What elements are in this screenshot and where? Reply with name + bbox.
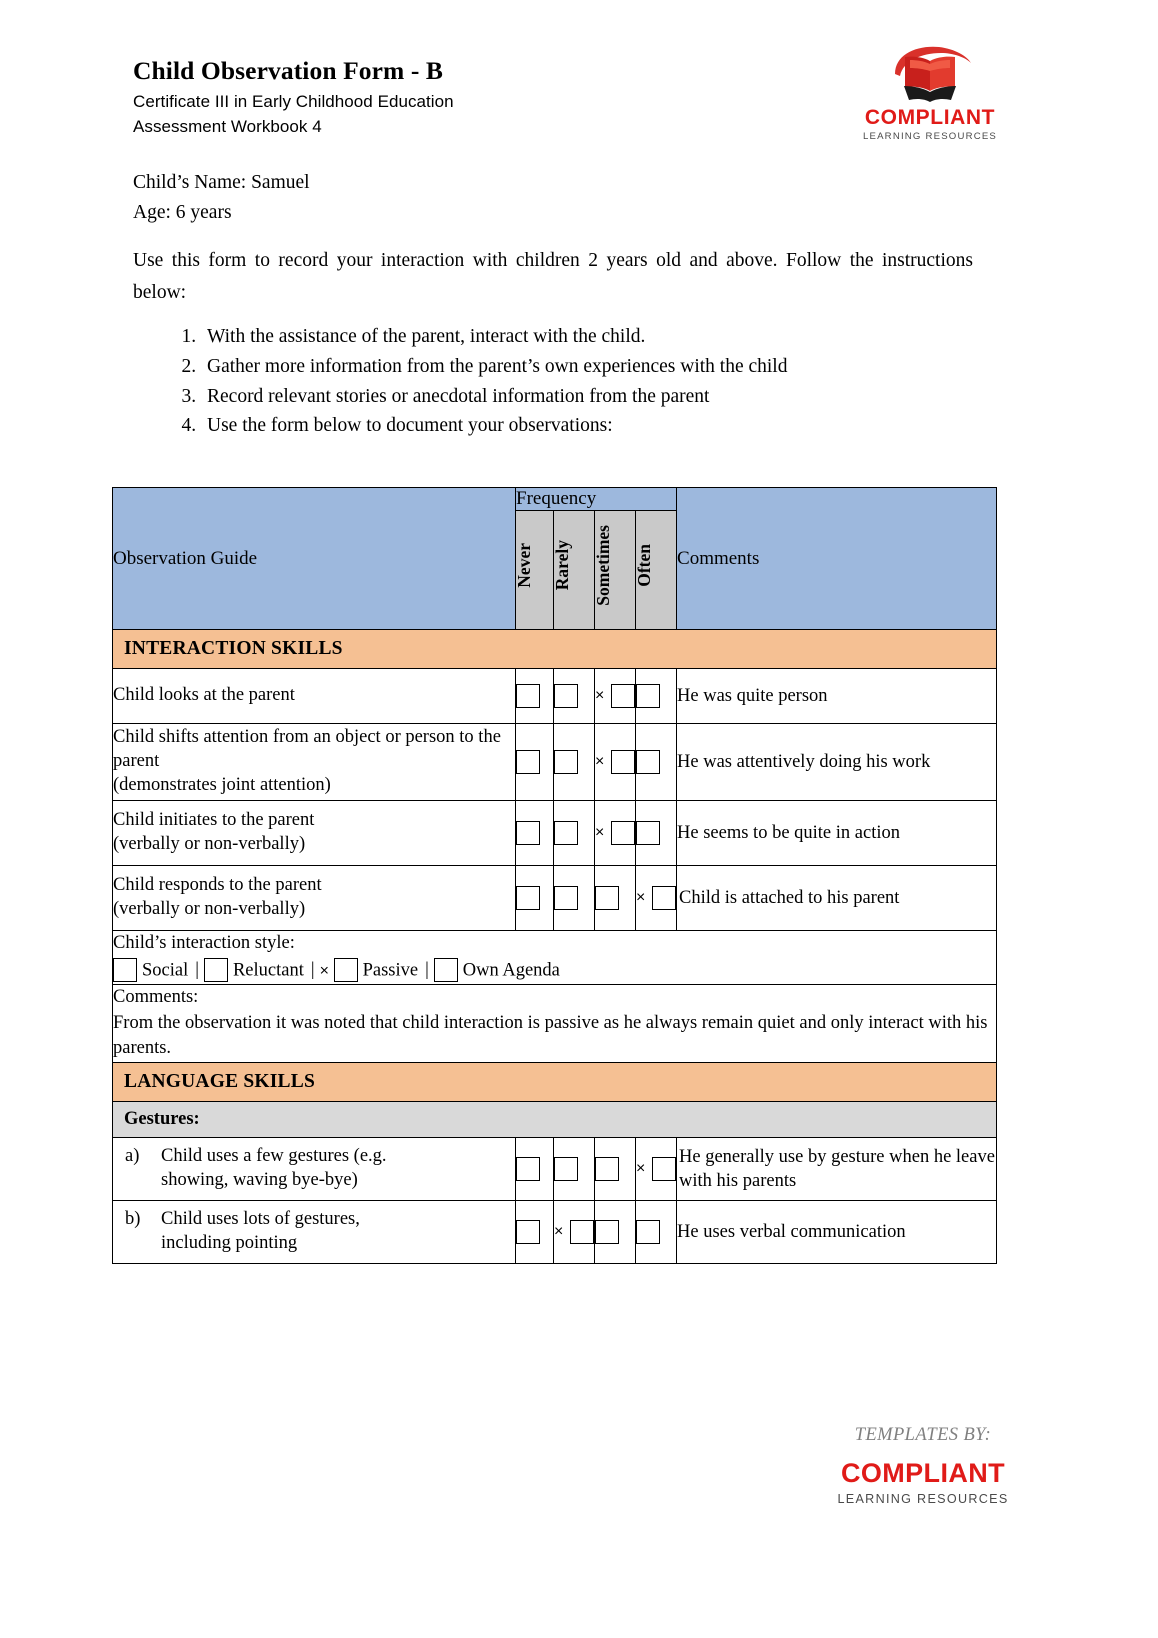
option-separator: | <box>425 960 429 981</box>
document-subtitle-line-2: Assessment Workbook 4 <box>133 117 322 137</box>
observation-text <box>113 1200 516 1263</box>
comments-block-cell <box>113 985 997 1063</box>
list-item: 3. Record relevant stories or anecdotal information from the parent <box>201 382 973 412</box>
observation-text-line-2: (verbally or non-verbally) <box>113 899 306 919</box>
comment-text: He generally use by gesture when he leave with his parents <box>677 1137 997 1200</box>
x-mark: × <box>595 753 605 770</box>
list-item: 1. With the assistance of the parent, interact with the child. <box>201 322 973 352</box>
checkbox-own-agenda[interactable] <box>434 958 458 982</box>
x-mark: × <box>636 1159 646 1177</box>
observation-text-line-2: (verbally or non-verbally) <box>113 834 306 854</box>
checkbox[interactable] <box>516 750 540 774</box>
table-row <box>113 866 997 931</box>
checkbox-never[interactable] <box>516 801 554 866</box>
list-marker: a) <box>125 1145 140 1166</box>
option-label-social: Social <box>142 960 189 981</box>
comment-text: He was attentively doing his work <box>677 724 997 801</box>
checkbox-checked[interactable] <box>611 750 635 774</box>
list-item: 2. Gather more information from the parent’s own experiences with the child <box>201 352 973 382</box>
section-band-language-skills <box>113 1062 997 1101</box>
checkbox-often[interactable] <box>636 1200 677 1263</box>
checkbox-sometimes[interactable] <box>595 1200 636 1263</box>
checkbox-rarely[interactable] <box>554 1137 595 1200</box>
checkbox-checked[interactable] <box>652 886 676 910</box>
checkbox-sometimes[interactable] <box>595 866 636 931</box>
footer-brand-tagline: LEARNING RESOURCES <box>837 1492 1009 1506</box>
list-marker: b) <box>125 1208 141 1229</box>
footer-brand-name: COMPLIANT <box>840 1458 1006 1488</box>
checkbox[interactable] <box>516 1157 540 1181</box>
section-title: INTERACTION SKILLS <box>113 630 997 669</box>
x-mark: × <box>319 962 329 980</box>
comments-text: From the observation it was noted that child interaction is passive as he always remain quiet and only interact with his parents. <box>113 1012 988 1059</box>
checkbox-sometimes[interactable] <box>595 801 636 866</box>
interaction-style-row <box>113 931 997 985</box>
table-row <box>113 801 997 866</box>
observation-text-line-1: Child responds to the parent <box>113 875 322 896</box>
checkbox-rarely[interactable] <box>554 1200 595 1263</box>
checkbox-checked[interactable] <box>611 684 635 708</box>
checkbox-sometimes[interactable] <box>595 1137 636 1200</box>
checkbox[interactable] <box>554 750 578 774</box>
intro-paragraph: Use this form to record your interaction with children 2 years old and above. Follow the instructions below: <box>133 250 973 303</box>
list-item: 4. Use the form below to document your observations: <box>201 411 973 441</box>
observation-text-line-2: (demonstrates joint attention) <box>113 774 331 795</box>
list-item <box>125 1145 515 1192</box>
observation-text-line-1: Child uses a few gestures (e.g. <box>161 1145 387 1166</box>
checkbox[interactable] <box>595 1157 619 1181</box>
observation-text: Child looks at the parent <box>113 669 516 724</box>
observation-table <box>112 487 997 1264</box>
col-header-never: Never <box>516 511 554 630</box>
checkbox-passive[interactable] <box>334 958 358 982</box>
interaction-style-label: Child’s interaction style: <box>113 933 295 953</box>
checkbox-often[interactable] <box>636 801 677 866</box>
checkbox-social[interactable] <box>113 958 137 982</box>
observation-text-line-2: including pointing <box>161 1232 298 1253</box>
x-mark: × <box>636 889 646 906</box>
checkbox-rarely[interactable] <box>554 724 595 801</box>
table-row <box>113 669 997 724</box>
observation-text <box>113 866 516 931</box>
table-row <box>113 1137 997 1200</box>
option-label-own-agenda: Own Agenda <box>462 960 560 981</box>
checkbox-checked[interactable] <box>611 821 635 845</box>
list-item <box>125 1208 515 1255</box>
footer-label: TEMPLATES BY: <box>854 1425 992 1445</box>
instructions-list <box>133 322 973 441</box>
x-mark: × <box>554 1222 564 1240</box>
x-mark: × <box>595 824 605 841</box>
checkbox[interactable] <box>554 886 578 910</box>
observation-text-line-1: Child shifts attention from an object or person to the parent <box>113 727 501 772</box>
interaction-style-cell <box>113 931 997 985</box>
checkbox-rarely[interactable] <box>554 866 595 931</box>
checkbox[interactable] <box>516 821 540 845</box>
page-title: Child Observation Form - B <box>133 56 444 85</box>
checkbox[interactable] <box>636 750 660 774</box>
checkbox-often[interactable] <box>636 866 677 931</box>
checkbox-sometimes[interactable] <box>595 724 636 801</box>
option-label-passive: Passive <box>362 960 419 981</box>
comment-text: He uses verbal communication <box>677 1200 997 1263</box>
table-row <box>113 724 997 801</box>
checkbox-never[interactable] <box>516 669 554 724</box>
comments-label: Comments: <box>113 987 199 1008</box>
comment-text: Child is attached to his parent <box>677 866 997 931</box>
subsection-title: Gestures: <box>113 1101 997 1137</box>
observation-text <box>113 801 516 866</box>
checkbox[interactable] <box>554 1157 578 1181</box>
table-header-row-1 <box>113 488 997 511</box>
checkbox-never[interactable] <box>516 1200 554 1263</box>
child-info <box>133 168 833 228</box>
document-subtitle-line-1: Certificate III in Early Childhood Education <box>133 91 454 111</box>
section-band-interaction-skills <box>113 630 997 669</box>
brand-tagline: LEARNING RESOURCES <box>862 131 998 142</box>
col-header-sometimes: Sometimes <box>595 511 636 630</box>
checkbox-rarely[interactable] <box>554 801 595 866</box>
checkbox[interactable] <box>516 1220 540 1244</box>
checkbox-often[interactable] <box>636 724 677 801</box>
comment-text: He seems to be quite in action <box>677 801 997 866</box>
checkbox[interactable] <box>516 684 540 708</box>
checkbox-sometimes[interactable] <box>595 669 636 724</box>
option-separator: | <box>195 960 199 981</box>
checkbox-never[interactable] <box>516 1137 554 1200</box>
brand-name: COMPLIANT <box>864 106 996 129</box>
comments-block-row <box>113 985 997 1063</box>
checkbox[interactable] <box>595 886 619 910</box>
observation-text-line-2: showing, waving bye-bye) <box>161 1169 358 1190</box>
option-separator: | <box>310 960 315 981</box>
observation-text <box>113 724 516 801</box>
checkbox-often[interactable] <box>636 669 677 724</box>
observation-text <box>113 1137 516 1200</box>
col-header-observation-guide: Observation Guide <box>113 488 516 630</box>
checkbox-often[interactable] <box>636 1137 677 1200</box>
interaction-style-options <box>113 958 996 984</box>
checkbox[interactable] <box>554 684 578 708</box>
open-book-logo-icon <box>855 44 1005 106</box>
checkbox-checked[interactable] <box>570 1220 594 1244</box>
checkbox-never[interactable] <box>516 724 554 801</box>
checkbox[interactable] <box>636 821 660 845</box>
checkbox-reluctant[interactable] <box>204 958 228 982</box>
subsection-band-gestures <box>113 1101 997 1137</box>
checkbox-checked[interactable] <box>652 1157 676 1181</box>
checkbox[interactable] <box>554 821 578 845</box>
checkbox[interactable] <box>595 1220 619 1244</box>
checkbox[interactable] <box>636 1220 660 1244</box>
x-mark: × <box>595 687 605 704</box>
option-label-reluctant: Reluctant <box>232 960 304 981</box>
col-header-frequency: Frequency <box>516 488 677 511</box>
col-header-comments: Comments <box>677 488 997 630</box>
col-header-rarely: Rarely <box>554 511 595 630</box>
checkbox-rarely[interactable] <box>554 669 595 724</box>
comment-text: He was quite person <box>677 669 997 724</box>
table-row <box>113 1200 997 1263</box>
section-title: LANGUAGE SKILLS <box>113 1062 997 1101</box>
brand-logo <box>855 44 1005 149</box>
checkbox[interactable] <box>636 684 660 708</box>
document-footer <box>828 1425 1018 1506</box>
child-name: Child’s Name: Samuel <box>133 172 310 193</box>
observation-text-line-1: Child initiates to the parent <box>113 810 315 831</box>
observation-text-line-1: Child uses lots of gestures, <box>161 1208 360 1229</box>
child-age: Age: 6 years <box>133 202 232 224</box>
col-header-often: Often <box>636 511 677 630</box>
checkbox[interactable] <box>516 886 540 910</box>
checkbox-never[interactable] <box>516 866 554 931</box>
